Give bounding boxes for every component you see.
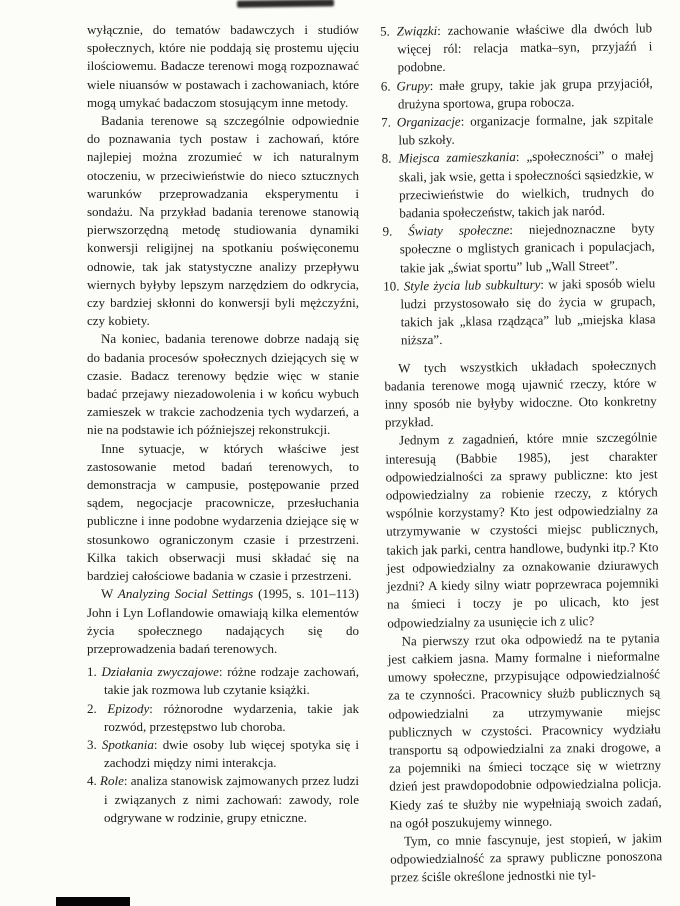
paragraph: wyłącznie, do tematów badawczych i studiów społecznych, które nie poddają się prostemu ujęciu ilościowemu. Badacze terenowi mogą rozpoznawać wiele niuansów w postawach i zachowaniach, które mogą umykać badaczom stosującym inne metody. xyxy=(87,22,359,110)
list-term: Związki xyxy=(396,22,438,39)
list-item xyxy=(87,700,359,736)
running-head-artifact xyxy=(237,0,334,8)
list-item xyxy=(382,147,655,223)
list-number: 5. xyxy=(380,23,390,39)
list-item xyxy=(87,736,359,772)
list-number: 3. xyxy=(87,736,97,752)
list-text: : organizacje formalne, jak szpitale lub szkoły. xyxy=(398,111,654,148)
list-term: Działania zwyczajowe xyxy=(101,664,219,680)
list-term: Epizody xyxy=(107,700,150,716)
right-column xyxy=(380,19,663,887)
list-item xyxy=(381,110,653,150)
paragraph: Inne sytuacje, w których właściwe jest zastosowanie metod badań terenowych, to demonstracja w campusie, postępowanie przed sądem, negocjacje pracownicze, przesłuchania publiczne i inne podobne wydarzenia dziejące się w stosunkowo ograniczonym czasie i przestrzeni. Kilka takich obserwacji musi składać się na bardziej całościowe badania w czasie i przestrzeni. xyxy=(87,440,359,584)
scan-artifact xyxy=(56,897,130,906)
list-number: 9. xyxy=(382,223,393,239)
list-term: Role xyxy=(100,773,124,789)
paragraph: Na pierwszy rzut oka odpowiedź na te pytania jest całkiem jasna. Mamy formalne i nieformalne umowy społeczne, przypisujące odpowiedzialność za te czynności. Pracownicy służb publicznych są odpowiedzialni za utrzymywanie miejsc publicznych w czystości. Pracownicy wydziału transportu są odpowiedzialni za znaki drogowe, a za pojemniki na śmieci toczące się w wietrzny dzień jest prawdopodobnie odpowiedzialna policja. Kiedy zaś te służby nie wypełniają swoich zadań, na ogół poszukujemy winnego. xyxy=(387,629,662,831)
list-text: : „społeczności” o małej skali, jak wsie, getta i społeczności sąsiedzkie, w przeciwieństwie do wielkich, trudnych do badania społeczeństw, takich jak naród. xyxy=(398,147,655,221)
numbered-list-5-10 xyxy=(380,19,656,350)
list-term: Światy społeczne xyxy=(408,222,510,239)
paragraph: Na koniec, badania terenowe dobrze nadają się do badania procesów społecznych dziejących się w czasie. Badacz terenowy będzie więc w stanie badać przejawy niezadowolenia i w końcu wybuch zamieszek w trakcie zachodzenia tych wydarzeń, a nie na podstawie ich późniejszej rekonstrukcji. xyxy=(87,331,359,438)
list-text: : analiza stanowisk zajmowanych przez ludzi i związanych z nimi zachowań: zawody, role odgrywane w rodzinie, grupy etniczne. xyxy=(104,773,359,825)
list-item xyxy=(87,772,359,827)
book-ref-prefix: W xyxy=(101,586,118,602)
list-text: : niejednoznaczne byty społeczne o mglistych granicach i populacjach, takie jak „świat sportu” lub „Wall Street”. xyxy=(399,220,655,276)
list-number: 10. xyxy=(383,278,400,294)
list-item xyxy=(382,220,655,278)
list-text: : w jaki sposób wielu ludzi przystosowało się do życia w grupach, takich jak „klasa rządząca” lub „miejska klasa niższa”. xyxy=(400,275,656,348)
book-ref-rest: (1995, s. 101–113) John i Lyn Loflandowie omawiają kilka elementów życia społecznego nadających się do przeprowadzenia badań terenowych. xyxy=(87,586,359,656)
list-term: Style życia lub subkultury xyxy=(403,276,541,294)
left-column xyxy=(87,21,359,886)
list-text: : dwie osoby lub więcej spotyka się i zachodzi między nimi interakcja. xyxy=(104,736,360,771)
paragraph: Jednym z zagadnień, które mnie szczególnie interesują (Babbie 1985), jest charakter odpowiedzialności za sprawy publiczne: kto jest odpowiedzialny za robienie rzeczy, z których wspólnie korzystamy? Kto jest odpowiedzialny za utrzymywanie w czystości miejsc publicznych, takich jak parki, centra handlowe, budynki itp.? Kto jest odpowiedzialny za oznakowanie dziurawych jezdni? A kiedy silny wiatr poprzewraca pojemniki na śmieci i toczy je po ulicach, kto jest odpowiedzialny za usunięcie ich z ulic? xyxy=(385,429,660,631)
list-number: 8. xyxy=(381,150,392,167)
list-term: Grupy xyxy=(396,77,430,94)
list-number: 1. xyxy=(87,664,97,680)
paragraph: Tym, co mnie fascynuje, jest stopień, w jakim odpowiedzialność za sprawy publiczne ponoszona przez ściśle określone jednostki nie tyl- xyxy=(390,830,663,885)
list-item xyxy=(381,74,653,114)
list-item xyxy=(87,663,359,699)
list-item xyxy=(383,274,656,350)
list-number: 6. xyxy=(380,78,391,94)
list-term: Spotkania xyxy=(101,736,154,752)
list-text: : różne rodzaje zachowań, takie jak rozmowa lub czytanie książki. xyxy=(104,664,360,698)
list-number: 7. xyxy=(381,114,392,130)
list-term: Organizacje xyxy=(396,113,461,130)
list-text: : zachowanie właściwe dla dwóch lub więcej ról: relacja matka–syn, przyjaźń i podobne. xyxy=(397,20,653,75)
list-number: 4. xyxy=(87,773,97,789)
list-text: : różnorodne wydarzenia, takie jak rozwód, przestępstwo lub choroba. xyxy=(104,700,359,734)
list-text: : małe grupy, takie jak grupa przyjaciół, drużyna sportowa, grupa robocza. xyxy=(397,74,653,112)
paragraph-book-reference xyxy=(87,585,359,658)
paragraph: W tych wszystkich układach społecznych badania terenowe mogą ujawnić rzeczy, które w inny sposób nie byłyby widoczne. Oto konkretny przykład. xyxy=(384,356,657,430)
list-term: Miejsca zamieszkania xyxy=(398,149,516,166)
list-item xyxy=(380,19,653,77)
book-title: Analyzing Social Settings xyxy=(117,586,254,602)
numbered-list-1-4 xyxy=(87,663,359,827)
list-number: 2. xyxy=(87,700,97,716)
paragraph: Badania terenowe są szczególnie odpowiednie do poznawania tych postaw i zachowań, które najlepiej można zrozumieć w ich naturalnym otoczeniu, w przeciwieństwie do nieco sztucznych warunków przeprowadzania eksperymentu i sondażu. Na przykład badania terenowe stanowią pierwszorzędną metodę studiowania dynamiki konwersji religijnej na spotkaniu poświęconemu odnowie, tak jak statystyczne analizy przepływu wiernych byłyby lepszym narzędziem do odkrycia, czy bardziej skłonni do konwersji byli mężczyźni, czy kobiety. xyxy=(87,113,359,329)
two-column-text xyxy=(87,20,663,886)
